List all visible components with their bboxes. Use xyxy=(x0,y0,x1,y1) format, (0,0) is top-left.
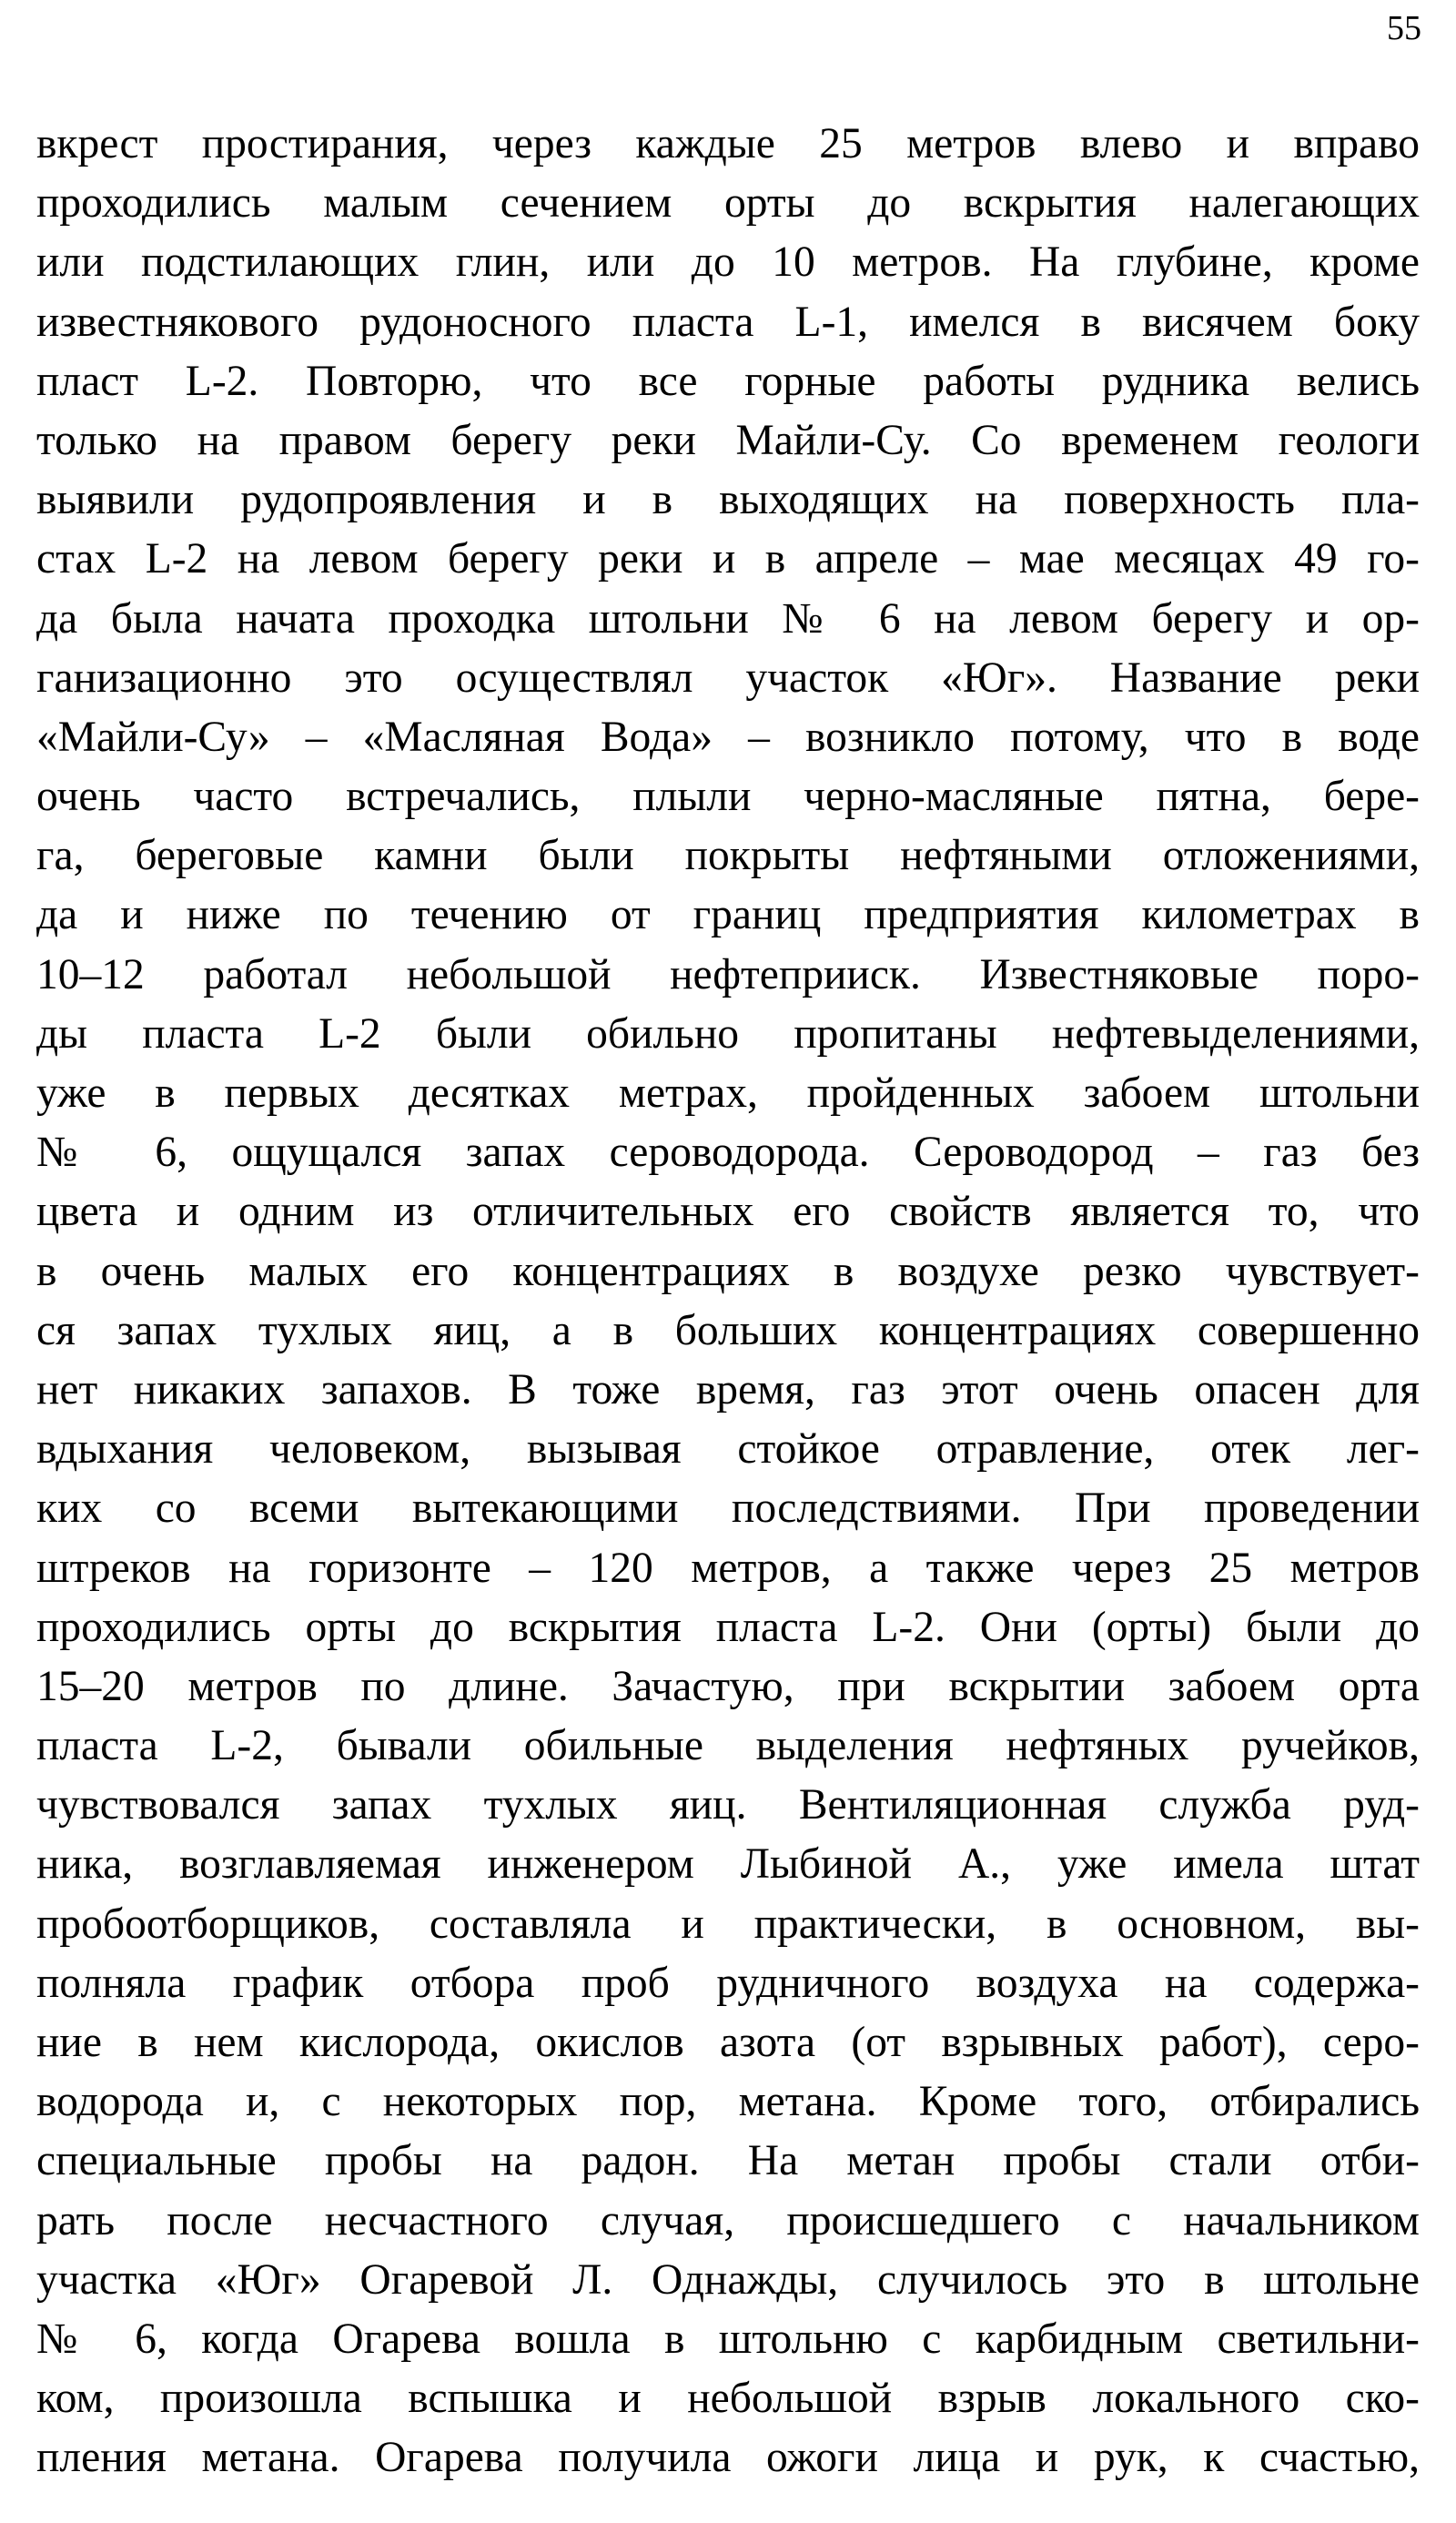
text-line: да была начата проходка штольни № 6 на левом берегу и ор- xyxy=(36,594,1420,643)
body-text xyxy=(36,115,1420,2488)
text-line: штреков на горизонте – 120 метров, а также через 25 метров xyxy=(36,1544,1420,1592)
text-line: полняла график отбора проб рудничного воздуха на содержа- xyxy=(36,1959,1420,2007)
text-line: проходились малым сечением орты до вскрытия налегающих xyxy=(36,179,1420,228)
text-line: ника, возглавляемая инженером Лыбиной А., уже имела штат xyxy=(36,1840,1420,1889)
text-line: стах L-2 на левом берегу реки и в апреле – мае месяцах 49 го- xyxy=(36,535,1420,583)
text-line: вкрест простирания, через каждые 25 метров влево и вправо xyxy=(36,120,1420,167)
text-line: или подстилающих глин, или до 10 метров. На глубине, кроме xyxy=(36,238,1420,287)
text-line: специальные пробы на радон. На метан пробы стали отби- xyxy=(36,2137,1420,2185)
text-line: № 6, когда Огарева вошла в штольню с карбидным светильни- xyxy=(36,2315,1420,2363)
text-line: рать после несчастного случая, происшедшего с начальником xyxy=(36,2196,1420,2244)
text-line: участка «Юг» Огаревой Л. Однажды, случилось это в штольне xyxy=(36,2255,1420,2304)
text-line: ся запах тухлых яиц, а в больших концентрациях совершенно xyxy=(36,1306,1420,1354)
text-line: чувствовался запах тухлых яиц. Вентиляционная служба руд- xyxy=(36,1781,1420,1829)
text-line: вдыхания человеком, вызывая стойкое отравление, отек лег- xyxy=(36,1425,1420,1474)
text-line: очень часто встречались, плыли черно-масляные пятна, бере- xyxy=(36,773,1420,821)
text-line: водорода и, с некоторых пор, метана. Кроме того, отбирались xyxy=(36,2078,1420,2126)
text-line: ганизационно это осуществлял участок «Юг». Название реки xyxy=(36,654,1420,702)
text-line: пласта L-2, бывали обильные выделения нефтяных ручейков, xyxy=(36,1722,1420,1770)
text-line: ком, произошла вспышка и небольшой взрыв локального ско- xyxy=(36,2375,1420,2423)
text-line: ние в нем кислорода, окислов азота (от взрывных работ), серо- xyxy=(36,2019,1420,2066)
text-line: известнякового рудоносного пласта L-1, имелся в висячем боку xyxy=(36,298,1420,346)
text-line: да и ниже по течению от границ предприятия километрах в xyxy=(36,891,1420,939)
text-line: пления метана. Огарева получила ожоги лица и рук, к счастью, xyxy=(36,2434,1420,2482)
page-number: 55 xyxy=(1387,9,1421,47)
text-line: уже в первых десятках метрах, пройденных забоем штольни xyxy=(36,1069,1420,1117)
text-line: пласт L-2. Повторю, что все горные работы рудника велись xyxy=(36,357,1420,405)
text-line: га, береговые камни были покрыты нефтяными отложениями, xyxy=(36,832,1420,880)
text-line: цвета и одним из отличительных его свойств является то, что xyxy=(36,1188,1420,1236)
text-line: 10–12 работал небольшой нефтеприиск. Известняковые поро- xyxy=(36,950,1420,998)
text-line: № 6, ощущался запах сероводорода. Сероводород – газ без xyxy=(36,1129,1420,1177)
text-line: выявили рудопроявления и в выходящих на поверхность пла- xyxy=(36,476,1420,524)
text-line: в очень малых его концентрациях в воздухе резко чувствует- xyxy=(36,1247,1420,1295)
text-line: ды пласта L-2 были обильно пропитаны нефтевыделениями, xyxy=(36,1009,1420,1058)
text-line: «Майли-Су» – «Масляная Вода» – возникло потому, что в воде xyxy=(36,713,1420,761)
text-line: нет никаких запахов. В тоже время, газ этот очень опасен для xyxy=(36,1365,1420,1413)
text-line: пробоотборщиков, составляла и практически, в основном, вы- xyxy=(36,1900,1420,1948)
text-line: только на правом берегу реки Майли-Су. Со временем геологи xyxy=(36,416,1420,464)
text-line: проходились орты до вскрытия пласта L-2. Они (орты) были до xyxy=(36,1603,1420,1651)
text-line: ких со всеми вытекающими последствиями. При проведении xyxy=(36,1484,1420,1533)
text-line: 15–20 метров по длине. Зачастую, при вскрытии забоем орта xyxy=(36,1662,1420,1710)
